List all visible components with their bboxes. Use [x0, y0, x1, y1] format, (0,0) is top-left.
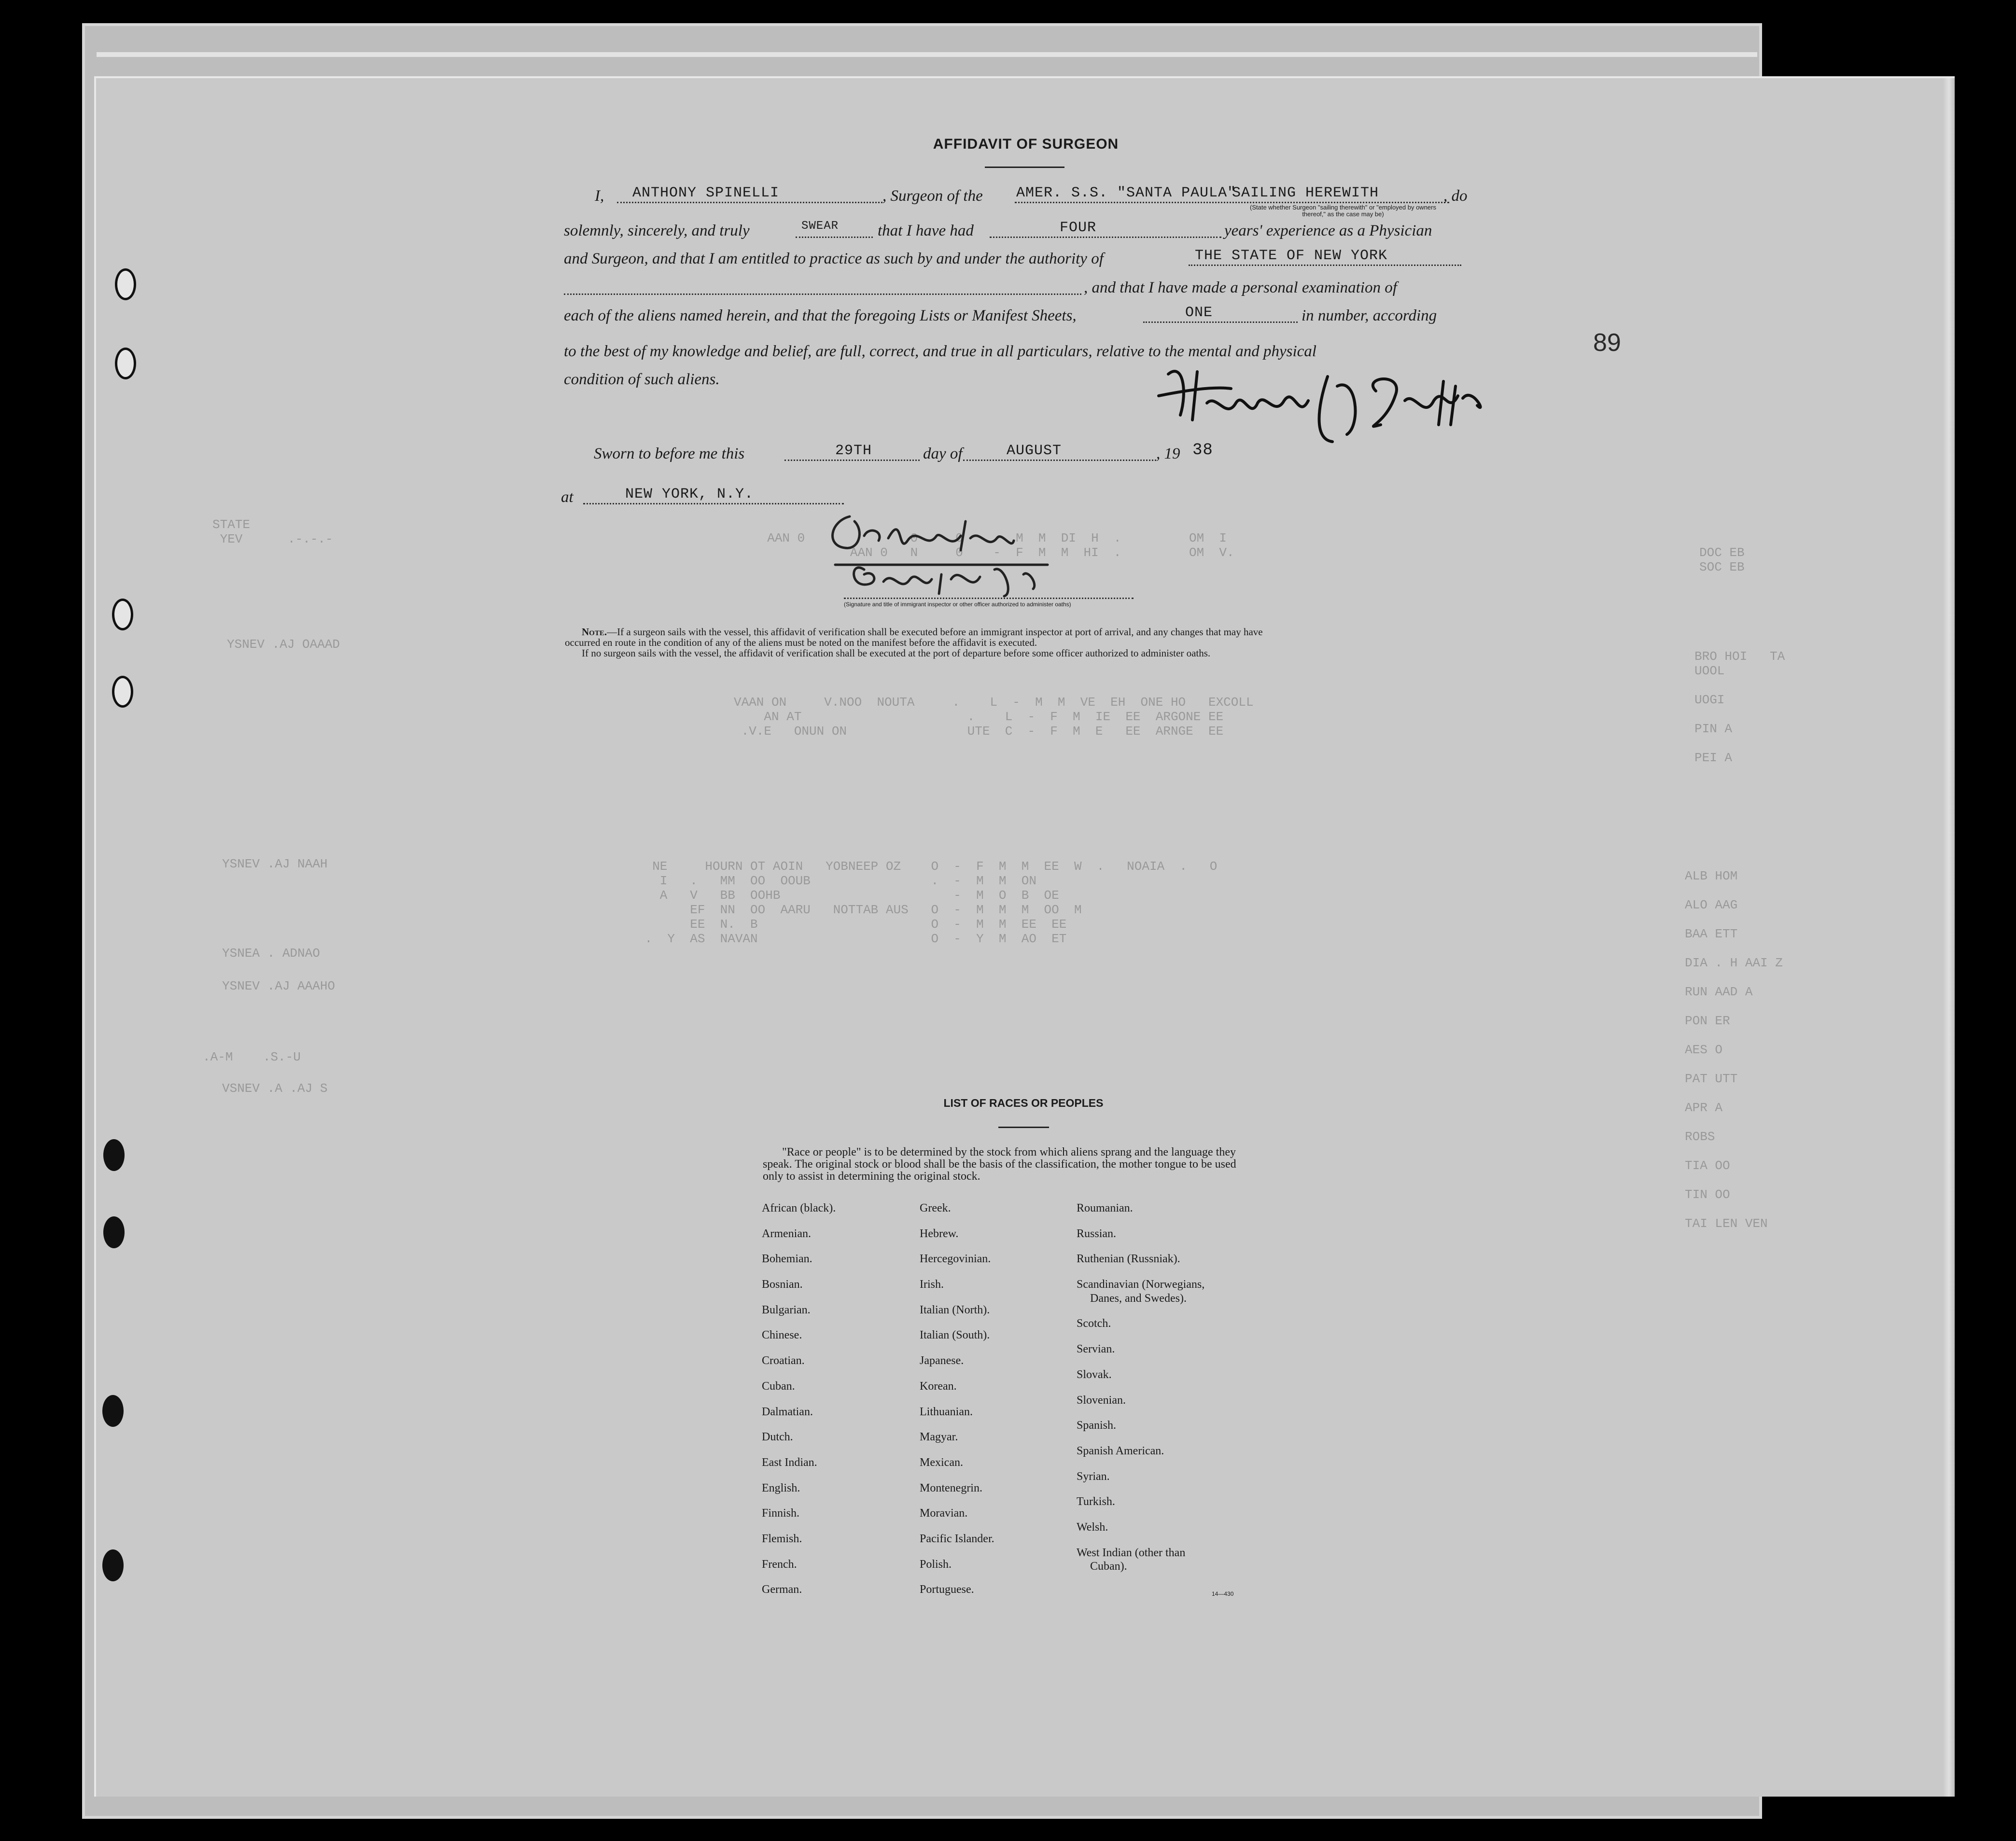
sworn-text: at [561, 488, 574, 506]
sworn-day: 29TH [835, 443, 872, 459]
vessel-name: AMER. S.S. "SANTA PAULA" [1016, 185, 1237, 201]
punch-hole [112, 676, 133, 708]
race-item: Slovenian. [1077, 1394, 1126, 1407]
race-item: Greek. [920, 1202, 951, 1214]
bleed-through-text: ALB HOM ALO AAG BAA ETT DIA . H AAI Z RUN AAD A PON ER AES O PAT UTT APR A ROBS TIA OO TIN OO TAI LEN VEN [1685, 869, 1783, 1231]
bleed-through-text: BRO HOI TA UOOL UOGI PIN A PEI A [1694, 649, 1785, 765]
race-item: Chinese. [762, 1329, 802, 1342]
form-number: 14—430 [1212, 1590, 1234, 1597]
races-intro [763, 1146, 1246, 1183]
licensing-authority: THE STATE OF NEW YORK [1195, 248, 1388, 264]
race-item: Bulgarian. [762, 1303, 811, 1316]
page-edge [1943, 78, 1955, 1797]
sailing-note: (State whether Surgeon "sailing therewith" or "employed by owners thereof," as the case may be) [1250, 204, 1436, 218]
punch-hole [115, 268, 136, 300]
race-item: Finnish. [762, 1507, 800, 1520]
race-item: Armenian. [762, 1227, 811, 1240]
race-item: Spanish. [1077, 1419, 1117, 1432]
race-item: German. [762, 1583, 802, 1596]
bleed-through-text: YSNEV .AJ OAAAD [227, 637, 340, 652]
fill-line [963, 460, 1156, 461]
fill-line [1015, 202, 1449, 203]
race-item: Spanish American. [1077, 1444, 1164, 1457]
punch-hole [115, 348, 136, 379]
sailing-status: SAILING HEREWITH [1232, 185, 1379, 201]
note-line [582, 627, 1263, 638]
sworn-year: 38 [1192, 441, 1213, 460]
punch-hole [103, 1139, 125, 1171]
note-line: If no surgeon sails with the vessel, the affidavit of verification shall be executed at the port of departure before some officer authorized to administer oaths. [582, 647, 1211, 659]
race-item: Danes, and Swedes). [1090, 1292, 1187, 1305]
sworn-text: day of [923, 445, 963, 462]
sworn-place: NEW YORK, N.Y. [625, 486, 754, 502]
race-item: Cuban). [1090, 1560, 1127, 1573]
races-column-3 [1077, 1202, 1204, 1586]
affidavit-text: and Surgeon, and that I am entitled to practice as such by and under the authority of [564, 250, 1104, 267]
race-item: Scandinavian (Norwegians, [1077, 1278, 1205, 1291]
officer-signature [821, 502, 1120, 599]
underlying-sheet-edge [97, 52, 1757, 57]
punch-hole [102, 1549, 124, 1581]
race-item: Servian. [1077, 1343, 1115, 1356]
bleed-through-text: YSNEV .AJ NAAH [222, 857, 328, 871]
sworn-text: , 19 [1156, 445, 1180, 462]
punch-hole [103, 1216, 125, 1248]
affidavit-text: in number, according [1302, 307, 1437, 324]
races-intro-text: "Race or people" is to be determined by the stock from which aliens sprang and the language they speak. The original stock or blood shall be the basis of the classification, the mother tongue to be used only to assist in determining the original stock. [763, 1146, 1236, 1183]
races-underline [998, 1127, 1049, 1128]
fill-line [784, 460, 920, 461]
race-item: Roumanian. [1077, 1202, 1133, 1214]
title-underline [985, 167, 1064, 168]
note-line: occurred en route in the condition of any of the aliens must be noted on the manifest before the affidavit is executed. [565, 637, 1037, 648]
race-item: Hebrew. [920, 1227, 959, 1240]
race-item: Irish. [920, 1278, 944, 1291]
race-item: Mexican. [920, 1456, 963, 1469]
race-item: Scotch. [1077, 1317, 1111, 1330]
surgeon-name: ANTHONY SPINELLI [632, 185, 780, 201]
bleed-through-text: YSNEA . ADNAO [222, 946, 320, 961]
race-item: Flemish. [762, 1532, 802, 1545]
affidavit-text: , Surgeon of the [882, 187, 983, 205]
fill-line [844, 598, 1134, 599]
race-item: Portuguese. [920, 1583, 974, 1596]
years-experience: FOUR [1060, 220, 1097, 236]
race-item: Pacific Islander. [920, 1532, 994, 1545]
race-item: Dalmatian. [762, 1405, 813, 1418]
race-item: Croatian. [762, 1354, 805, 1367]
race-item: Syrian. [1077, 1470, 1110, 1483]
punch-hole [112, 599, 133, 630]
fill-line [796, 237, 873, 238]
race-item: English. [762, 1481, 800, 1494]
bleed-through-text: YSNEV .AJ AAAHO [222, 979, 336, 993]
races-column-1 [762, 1202, 836, 1609]
race-item: Welsh. [1077, 1520, 1108, 1534]
manifest-sheets: ONE [1185, 305, 1213, 321]
bleed-through-text: .A-M .S.-U [203, 1050, 301, 1064]
affidavit-text: solemnly, sincerely, and truly [564, 222, 750, 239]
race-item: African (black). [762, 1202, 836, 1214]
bleed-through-text: NE HOURN OT AOIN YOBNEEP OZ O - F M M EE W . NOAIA . O I . MM OO OOUB . - M M ON A V BB OOHB - M O B OE EF NN OO AARU NOTTAB AUS O - M M M OO M EE N. B O - M M EE EE . Y AS NAVAN O - Y M AO ET [644, 859, 1218, 946]
fill-line [583, 503, 844, 504]
race-item: Lithuanian. [920, 1405, 973, 1418]
bleed-through-text: STATE YEV .-.-.- [212, 517, 333, 546]
affidavit-text: I, [595, 187, 604, 205]
bleed-through-text: VSNEV .A .AJ S [222, 1081, 328, 1096]
race-item: Cuban. [762, 1380, 795, 1393]
affidavit-text: , and that I have made a personal examination of [1084, 279, 1397, 296]
race-item: Turkish. [1077, 1495, 1115, 1508]
officer-caption: (Signature and title of immigrant inspector or other officer authorized to administer oaths) [844, 601, 1071, 608]
document-title: AFFIDAVIT OF SURGEON [933, 136, 1119, 152]
surgeon-signature [1154, 357, 1492, 454]
race-item: Montenegrin. [920, 1481, 982, 1494]
race-item: Italian (South). [920, 1329, 990, 1342]
race-item: Hercegovinian. [920, 1253, 991, 1266]
sworn-text: Sworn to before me this [594, 445, 745, 462]
race-item: Russian. [1077, 1227, 1117, 1240]
race-item: Polish. [920, 1558, 952, 1571]
affidavit-text: each of the aliens named herein, and that the foregoing Lists or Manifest Sheets, [564, 307, 1077, 324]
bleed-through-text: DOC EB SOC EB [1699, 545, 1745, 574]
bleed-through-text: VAAN ON V.NOO NOUTA . L - M M VE EH ONE HO EXCOLL AN AT . L - F M IE EE ARGONE EE .V.E ONUN ON UTE C - F M E EE ARNGE EE [734, 695, 1254, 739]
race-item: Bosnian. [762, 1278, 803, 1291]
race-item: Moravian. [920, 1507, 968, 1520]
affidavit-text: that I have had [878, 222, 974, 239]
fill-line [1143, 321, 1298, 323]
race-item: Ruthenian (Russniak). [1077, 1253, 1180, 1266]
race-item: Italian (North). [920, 1303, 990, 1316]
sworn-month: AUGUST [1007, 443, 1062, 459]
page-number: 89 [1593, 329, 1621, 357]
affidavit-text: to the best of my knowledge and belief, are full, correct, and true in all particulars, relative to the mental and physical [564, 343, 1316, 360]
fill-line [990, 237, 1221, 238]
fill-line [617, 202, 882, 203]
punch-hole [102, 1395, 124, 1427]
affidavit-text: condition of such aliens. [564, 371, 720, 388]
race-item: Magyar. [920, 1431, 958, 1444]
race-item: Slovak. [1077, 1368, 1112, 1381]
note-text: —If a surgeon sails with the vessel, this affidavit of verification shall be executed before an immigrant inspector at port of arrival, and any changes that may have [607, 626, 1263, 638]
oath-type: SWEAR [801, 220, 839, 233]
race-item: French. [762, 1558, 797, 1571]
races-title: LIST OF RACES OR PEOPLES [943, 1097, 1104, 1109]
note-lead: Note. [582, 626, 607, 638]
affidavit-text: , do [1443, 187, 1468, 205]
race-item: Bohemian. [762, 1253, 812, 1266]
race-item: Korean. [920, 1380, 957, 1393]
race-item: West Indian (other than [1077, 1546, 1186, 1559]
race-item: East Indian. [762, 1456, 817, 1469]
race-item: Japanese. [920, 1354, 964, 1367]
fill-line [1189, 265, 1461, 266]
races-column-2 [920, 1202, 994, 1609]
race-item: Dutch. [762, 1431, 793, 1444]
fill-line [564, 293, 1081, 295]
bleed-through-text: AAN 0 0 0 - M M DI H . OM I AAN 0 N 0 - F M M HI . OM V. [767, 531, 1234, 560]
affidavit-text: years' experience as a Physician [1224, 222, 1432, 239]
